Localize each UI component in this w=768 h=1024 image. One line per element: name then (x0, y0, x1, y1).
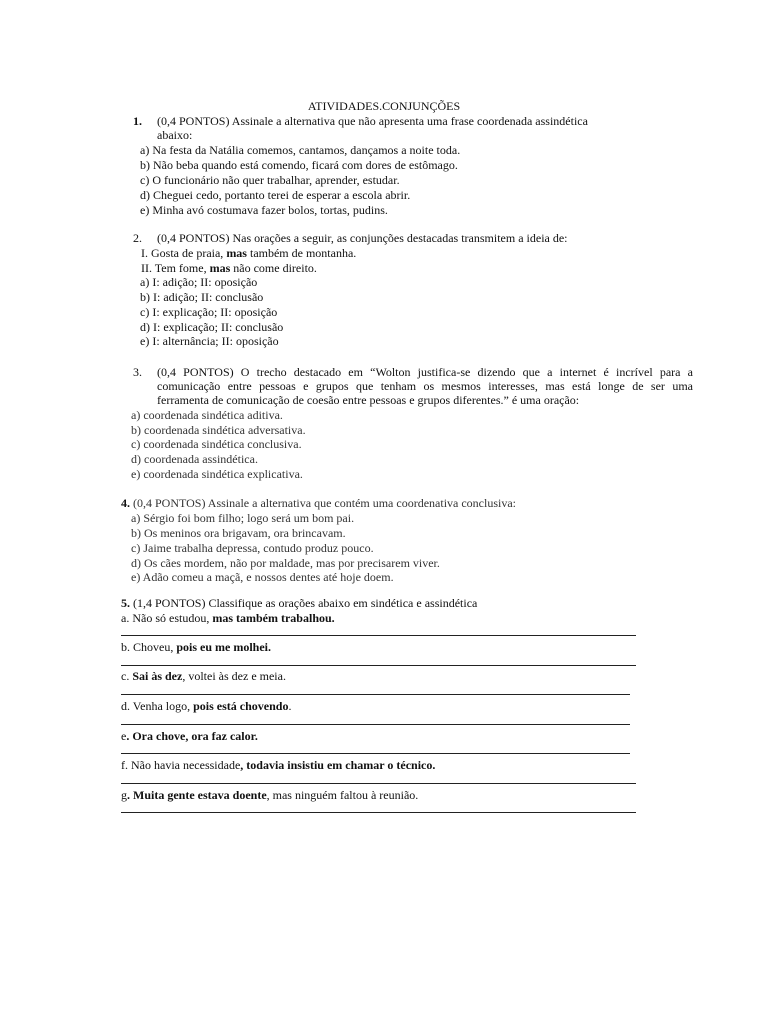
q5-answer-line-f[interactable] (121, 783, 636, 784)
q1-option-d: d) Cheguei cedo, portanto terei de esperar a escola abrir. (140, 188, 411, 202)
q2-sentence-1: I. Gosta de praia, mas também de montanha. (141, 246, 357, 260)
q5-answer-line-g[interactable] (121, 812, 636, 813)
q4-option-d: d) Os cães mordem, não por maldade, mas por precisarem viver. (131, 556, 440, 570)
q5-answer-line-c[interactable] (121, 694, 630, 695)
q1-number: 1. (133, 114, 142, 128)
q3-prompt-line-1: (0,4 PONTOS) O trecho destacado em “Wolton justifica-se dizendo que a internet é incrível para a (157, 365, 693, 379)
q3-option-b: b) coordenada sindética adversativa. (131, 423, 306, 437)
q5-item-c: c. Sai às dez, voltei às dez e meia. (121, 669, 286, 683)
q2-option-b: b) I: adição; II: conclusão (140, 290, 264, 304)
q5-item-f: f. Não havia necessidade, todavia insistiu em chamar o técnico. (121, 758, 436, 772)
q1-option-c: c) O funcionário não quer trabalhar, aprender, estudar. (140, 173, 400, 187)
q1-option-b: b) Não beba quando está comendo, ficará com dores de estômago. (140, 158, 458, 172)
q4-prompt: 4. (0,4 PONTOS) Assinale a alternativa que contém uma coordenativa conclusiva: (121, 496, 517, 510)
q4-option-e: e) Adão comeu a maçã, e nossos dentes até hoje doem. (131, 570, 394, 584)
q2-option-c: c) I: explicação; II: oposição (140, 305, 278, 319)
q5-item-g: g. Muita gente estava doente, mas ninguém faltou à reunião. (121, 788, 419, 802)
q1-option-e: e) Minha avó costumava fazer bolos, tortas, pudins. (140, 203, 388, 217)
q5-answer-line-e[interactable] (121, 753, 630, 754)
q5-item-b: b. Choveu, pois eu me molhei. (121, 640, 272, 654)
q5-prompt: 5. (1,4 PONTOS) Classifique as orações abaixo em sindética e assindética (121, 596, 478, 610)
q2-sentence-2: II. Tem fome, mas não come direito. (141, 261, 317, 275)
q2-prompt: (0,4 PONTOS) Nas orações a seguir, as conjunções destacadas transmitem a ideia de: (157, 231, 568, 245)
q5-item-e: e. Ora chove, ora faz calor. (121, 729, 258, 743)
q2-option-d: d) I: explicação; II: conclusão (140, 320, 284, 334)
q3-option-e: e) coordenada sindética explicativa. (131, 467, 303, 481)
q5-item-a: a. Não só estudou, mas também trabalhou. (121, 611, 335, 625)
q2-option-e: e) I: alternância; II: oposição (140, 334, 279, 348)
q3-prompt-line-3: ferramenta de comunicação de coesão entre pessoas e grupos diferentes.” é uma oração: (157, 393, 580, 407)
q4-option-a: a) Sérgio foi bom filho; logo será um bom pai. (131, 511, 355, 525)
q5-answer-line-d[interactable] (121, 724, 630, 725)
q2-number: 2. (133, 231, 142, 245)
q4-option-b: b) Os meninos ora brigavam, ora brincavam. (131, 526, 346, 540)
q3-prompt-line-2: comunicação entre pessoas e grupos que tenham os mesmos interesses, mas está longe de ser uma (157, 379, 693, 393)
q2-option-a: a) I: adição; II: oposição (140, 275, 258, 289)
q5-item-d: d. Venha logo, pois está chovendo. (121, 699, 292, 713)
q3-option-a: a) coordenada sindética aditiva. (131, 408, 283, 422)
page-title: ATIVIDADES.CONJUNÇÕES (307, 99, 461, 113)
q1-prompt: (0,4 PONTOS) Assinale a alternativa que não apresenta uma frase coordenada assindética (157, 114, 588, 128)
q5-answer-line-b[interactable] (121, 665, 636, 666)
q3-option-d: d) coordenada assindética. (131, 452, 258, 466)
q1-prompt-cont: abaixo: (157, 128, 193, 142)
q3-option-c: c) coordenada sindética conclusiva. (131, 437, 302, 451)
q5-answer-line-a[interactable] (121, 635, 636, 636)
q4-option-c: c) Jaime trabalha depressa, contudo produz pouco. (131, 541, 374, 555)
q3-number: 3. (133, 365, 142, 379)
q1-option-a: a) Na festa da Natália comemos, cantamos, dançamos a noite toda. (140, 143, 461, 157)
